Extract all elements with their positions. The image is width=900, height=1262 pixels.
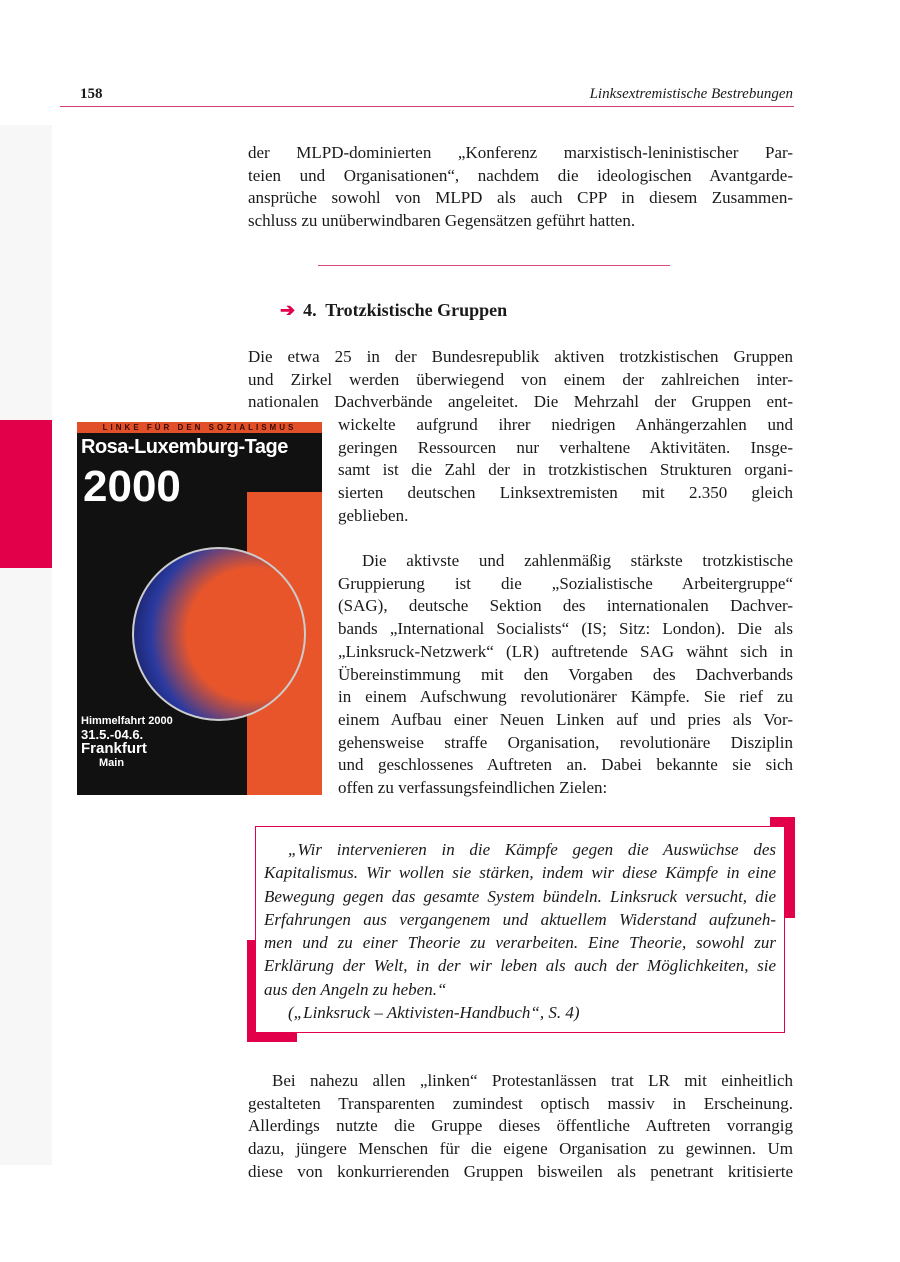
- quote-line: aus den Angeln zu heben.“: [264, 979, 447, 999]
- paragraph-4: [248, 1070, 793, 1184]
- text-line: Allerdings nutzte die Gruppe dieses öffentliche Auftreten vorrangig: [248, 1116, 793, 1136]
- text-line: gehensweise straffe Organisation, revolutionäre Disziplin: [338, 732, 793, 752]
- paragraph-1: [248, 142, 793, 233]
- text-line: Gruppierung ist die „Sozialistische Arbeitergruppe“: [338, 573, 793, 593]
- text-line: in einem Aufschwung revolutionärer Kämpfe. Sie rief zu: [338, 687, 793, 707]
- text-line: samt ist die Zahl der in trotzkistischen Strukturen organi-: [338, 460, 793, 480]
- poster-info: [81, 714, 173, 770]
- poster-city: Frankfurt: [81, 740, 147, 757]
- quote-line: Bewegung gegen das gesamte System bündeln. Linksruck versucht, die: [264, 886, 776, 906]
- quote-line: Kapitalismus. Wir wollen sie stärken, indem wir diese Kämpfe in eine: [264, 863, 776, 883]
- section-divider: [318, 265, 670, 266]
- arrow-icon: ➔: [280, 300, 296, 320]
- text-line: teien und Organisationen“, nachdem die ideologischen Avantgarde-: [248, 165, 793, 185]
- text-line: dazu, jüngere Menschen für die eigene Organisation zu gewinnen. Um: [248, 1139, 793, 1159]
- text-line: ansprüche sowohl von MLPD als auch CPP in diesem Zusammen-: [248, 188, 793, 208]
- poster-occasion: Himmelfahrt 2000: [81, 715, 173, 727]
- poster-title: Rosa-Luxemburg-Tage: [81, 436, 288, 458]
- text-line: nationalen Dachverbände angeleitet. Die Mehrzahl der Gruppen ent-: [248, 392, 793, 412]
- section-title: Trotzkistische Gruppen: [325, 300, 508, 320]
- text-line: gestalteten Transparenten zumindest optisch massiv in Erscheinung.: [248, 1093, 793, 1113]
- paragraph-3: [338, 550, 793, 800]
- text-line: offen zu verfassungsfeindlichen Zielen:: [338, 778, 608, 798]
- text-line: geringen Ressourcen nur verhaltene Aktivitäten. Insge-: [338, 437, 793, 457]
- text-line: sierten deutschen Linksextremisten mit 2.350 gleich: [338, 483, 793, 503]
- text-line: wickelte aufgrund ihrer niedrigen Anhängerzahlen und: [338, 415, 793, 434]
- text-line: und Zirkel werden überwiegend von einem der zahlreichen inter-: [248, 369, 793, 389]
- quote-source: („Linksruck – Aktivisten-Handbuch“, S. 4): [288, 1003, 580, 1023]
- text-line: einem Aufbau einer Neuen Linken auf und pries als Vor-: [338, 709, 793, 729]
- text-line: „Linksruck-Netzwerk“ (LR) auftretende SAG wähnt sich in: [338, 641, 793, 661]
- section-heading: [280, 300, 507, 321]
- text-line: Die etwa 25 in der Bundesrepublik aktiven trotzkistischen Gruppen: [248, 347, 793, 366]
- quote-line: „Wir intervenieren in die Kämpfe gegen die Auswüchse des: [288, 840, 776, 859]
- rosa-luxemburg-poster-image: [77, 422, 322, 795]
- poster-dates: 31.5.-04.6.: [81, 727, 144, 742]
- text-line: geblieben.: [338, 505, 409, 525]
- margin-marker: [0, 420, 52, 568]
- paragraph-2: [248, 346, 793, 414]
- quote-line: Erklärung der Welt, in der wir leben als auch der Möglichkeiten, sie: [264, 956, 776, 976]
- paragraph-2-wrap: [338, 414, 793, 528]
- poster-city2: Main: [99, 757, 125, 769]
- margin-strip: [0, 125, 52, 1165]
- quote-line: men und zu einer Theorie zu verarbeiten. Eine Theorie, sowohl zur: [264, 933, 776, 953]
- quote-accent: [785, 817, 795, 918]
- page-number: 158: [80, 86, 103, 102]
- globe-graphic: [132, 547, 306, 721]
- quote-accent: [247, 1033, 297, 1042]
- running-title: Linksextremistische Bestrebungen: [589, 86, 793, 102]
- text-line: bands „International Socialists“ (IS; Sitz: London). Die als: [338, 619, 793, 639]
- section-number: 4.: [303, 300, 317, 320]
- quote-text: [264, 838, 776, 1024]
- header-rule: [60, 106, 794, 107]
- text-line: Übereinstimmung mit den Vorgaben des Dachverbands: [338, 664, 793, 684]
- text-line: der MLPD-dominierten „Konferenz marxistisch-leninistischer Par-: [248, 143, 793, 162]
- quote-line: Erfahrungen aus vergangenem und aktuellem Widerstand aufzuneh-: [264, 909, 776, 929]
- text-line: schluss zu unüberwindbaren Gegensätzen geführt hatten.: [248, 211, 636, 231]
- text-line: und geschlossenes Auftreten an. Dabei bekannte sie sich: [338, 755, 793, 775]
- text-line: Bei nahezu allen „linken“ Protestanlässen trat LR mit einheitlich: [272, 1071, 793, 1090]
- text-line: diese von konkurrierenden Gruppen bisweilen als penetrant kritisierte: [248, 1161, 793, 1181]
- text-line: Die aktivste und zahlenmäßig stärkste trotzkistische: [362, 551, 793, 570]
- poster-band: LINKE FÜR DEN SOZIALISMUS: [77, 422, 322, 433]
- text-line: (SAG), deutsche Sektion des internationalen Dachver-: [338, 596, 793, 616]
- poster-year: 2000: [83, 462, 181, 511]
